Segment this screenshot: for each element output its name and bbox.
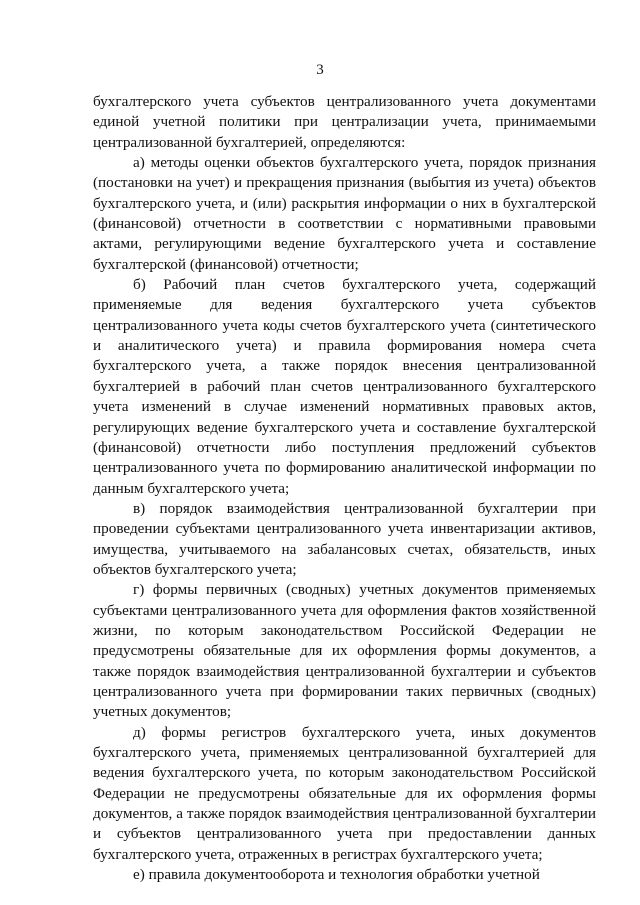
- paragraph-item-a: а) методы оценки объектов бухгалтерского учета, порядок признания (постановки на учет) и прекращения признания (выбытия из учета) объектов бухгалтерского учета, и (или) раскрытия информации о них в бухгалтерской (финансовой) отчетности в соответствии с нормативными правовыми актами, регулирующими ведение бухгалтерского учета и составление бухгалтерской (финансовой) отчетности;: [93, 154, 596, 273]
- paragraph-item-d: д) формы регистров бухгалтерского учета, иных документов бухгалтерского учета, применяемых централизованной бухгалтерией для ведения бухгалтерского учета, по которым законодательством Российской Федерации не предусмотрены обязательные для их оформления формы документов, а также порядок взаимодействия централизованной бухгалтерии и субъектов централизованного учета при предоставлении данных бухгалтерского учета, отраженных в регистрах бухгалтерского учета;: [93, 723, 596, 863]
- document-body: [93, 92, 596, 885]
- paragraph-item-e: е) правила документооборота и технология обработки учетной: [133, 866, 540, 884]
- paragraph-item-v: в) порядок взаимодействия централизованной бухгалтерии при проведении субъектами централизованного учета инвентаризации активов, имущества, учитываемого на забалансовых счетах, обязательств, иных объектов бухгалтерского учета;: [93, 499, 596, 578]
- paragraph-item-b: б) Рабочий план счетов бухгалтерского учета, содержащий применяемые для ведения бухгалтерского учета субъектов централизованного учета коды счетов бухгалтерского учета (синтетического и аналитического учета) и правила формирования номера счета бухгалтерского учета, а также порядок внесения централизованной бухгалтерией в рабочий план счетов централизованного бухгалтерского учета изменений в случае изменений нормативных правовых актов, регулирующих ведение бухгалтерского учета и составление бухгалтерской (финансовой) отчетности либо поступления предложений субъектов централизованного учета по формированию аналитической информации по данным бухгалтерского учета;: [93, 276, 596, 497]
- paragraph-intro-continuation: бухгалтерского учета субъектов централизованного учета документами единой учетной политики при централизации учета, принимаемыми централизованной бухгалтерией, определяются:: [93, 93, 596, 151]
- page-number: 3: [316, 62, 324, 78]
- paragraph-item-g: г) формы первичных (сводных) учетных документов применяемых субъектами централизованного учета для оформления фактов хозяйственной жизни, по которым законодательством Российской Федерации не предусмотрены обязательные для их оформления формы документов, а также порядок взаимодействия централизованной бухгалтерии и субъектов централизованного учета при формировании таких первичных (сводных) учетных документов;: [93, 581, 596, 721]
